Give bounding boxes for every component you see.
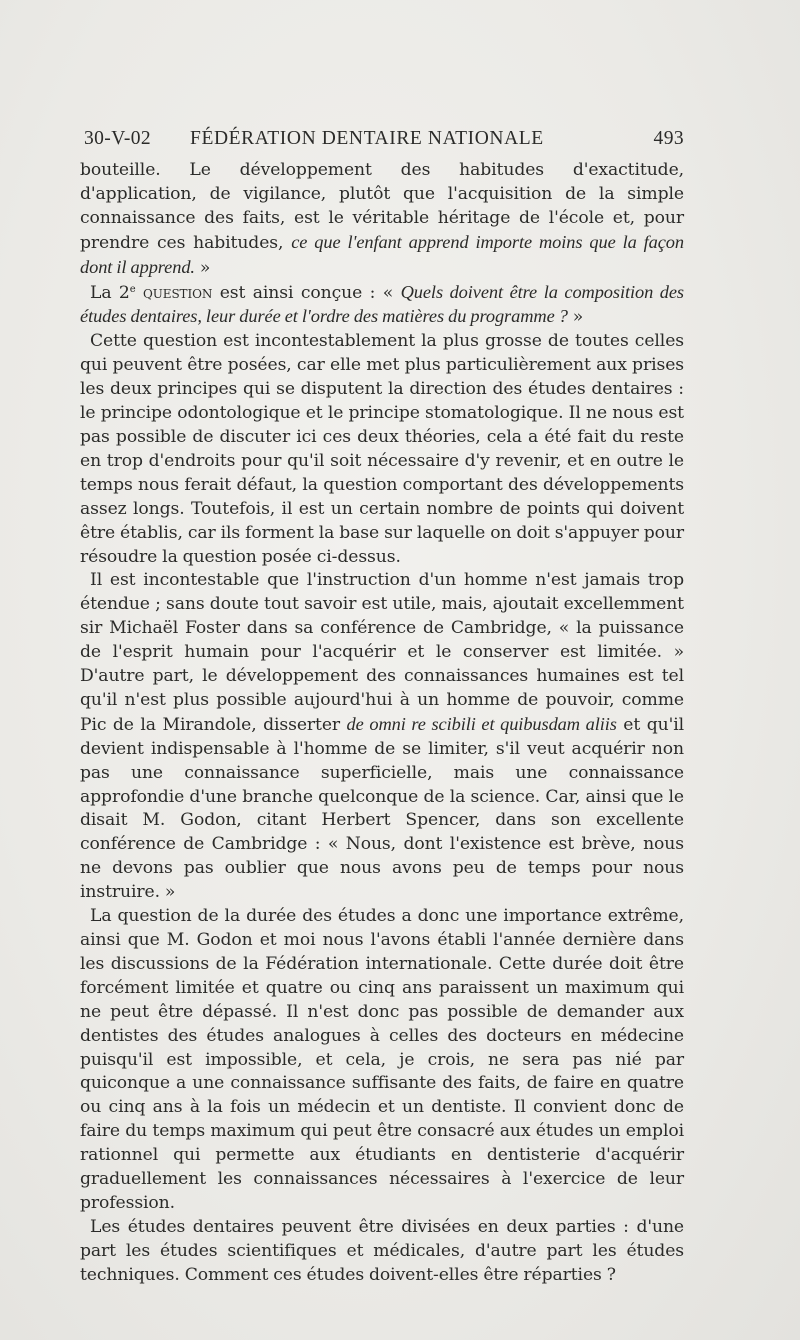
paragraph-2-start: La 2: [90, 282, 130, 303]
paragraph-5: La question de la durée des études a donc une importance extrême, ainsi que M. Godon et moi nous l'avons établi l'année dernière dans les discussions de la Fédération internationale. Cette durée doit être forcément limitée et quatre ou cinq ans paraissent un maximum qui ne peut être dépassé. Il n'est donc pas possible de demander aux dentistes des études analogues à celles des docteurs en médecine puisqu'il est impossible, et cela, je crois, ne sera pas nié par quiconque a une connaissance suffisante des faits, de faire en quatre ou cinq ans à la fois un médecin et un dentiste. Il convient donc de faire du temps maximum qui peut être consacré aux études un emploi rationnel qui permette aux étudiants en dentisterie d'acquérir graduellement les connaissances nécessaires à l'exercice de leur profession.: [80, 906, 684, 1213]
question-label: question: [135, 282, 213, 303]
header-date: 30-V-02: [84, 128, 152, 149]
header-title: FÉDÉRATION DENTAIRE NATIONALE: [190, 128, 544, 149]
paragraph-1-text: bouteille. Le développement des habitudes d'exactitude, d'application, de vigilance, plutôt que l'acquisition de la simple connaissance des faits, est le véritable héritage de l'école et, pour prendre ces habitudes,: [80, 160, 684, 253]
paragraph-1-end: »: [194, 257, 211, 278]
paragraph-2: [80, 281, 684, 331]
paragraph-2-end: »: [567, 307, 584, 328]
paragraph-4: [80, 569, 684, 905]
running-head: [84, 128, 684, 152]
paragraph-3: Cette question est incontestablement la plus grosse de toutes celles qui peuvent être posées, car elle met plus particulièrement aux prises les deux principes qui se disputent la direction des études dentaires : le principe odontologique et le principe stomatologique. Il ne nous est pas possible de discuter ici ces deux théories, cela a été fait du reste en trop d'endroits pour qu'il soit nécessaire d'y revenir, et en outre le temps nous ferait défaut, la question comportant des développements assez longs. Toutefois, il est un certain nombre de points qui doivent être établis, car ils forment la base sur laquelle on doit s'appuyer pour résoudre la question posée ci-dessus.: [80, 331, 684, 567]
paragraph-4-end: et qu'il devient indispensable à l'homme de se limiter, s'il veut acquérir non pas une connaissance superficielle, mais une connaissance approfondie d'une branche quelconque de la science. Car, ainsi que le disait M. Godon, citant Herbert Spencer, dans son excellente conférence de Cambridge : « Nous, dont l'existence est brève, nous ne devons pas oublier que nous avons peu de temps pour nous instruire. »: [80, 714, 684, 903]
body-text: [80, 159, 684, 1288]
paragraph-4-italic: de omni re scibili et quibusdam aliis: [346, 713, 617, 734]
paragraph-1-italic: ce que l'enfant apprend importe moins que la façon dont il apprend.: [80, 231, 684, 277]
paragraph-6: Les études dentaires peuvent être divisées en deux parties : d'une part les études scientifiques et médicales, d'autre part les études techniques. Comment ces études doivent-elles être réparties ?: [80, 1216, 684, 1285]
paragraph-4-start: Il est incontestable que l'instruction d'un homme n'est jamais trop étendue ; sans doute tout savoir est utile, mais, ajoutait excellemment sir Michaël Foster dans sa conférence de Cambridge, « la puissance de l'esprit humain pour l'acquérir et le conserver est limitée. » D'autre part, le développement des connaissances humaines est tel qu'il n'est plus possible aujourd'hui à un homme de pouvoir, comme Pic de la Mirandole, disserter: [80, 570, 684, 735]
paragraph-2-italic: Quels doivent être la composition des études dentaires, leur durée et l'ordre des matières du programme ?: [80, 281, 684, 327]
paragraph-1: [80, 159, 684, 281]
ordinal-superscript: e: [129, 283, 136, 295]
paragraph-2-mid: est ainsi conçue : «: [212, 282, 401, 303]
page-number: 493: [653, 128, 684, 149]
